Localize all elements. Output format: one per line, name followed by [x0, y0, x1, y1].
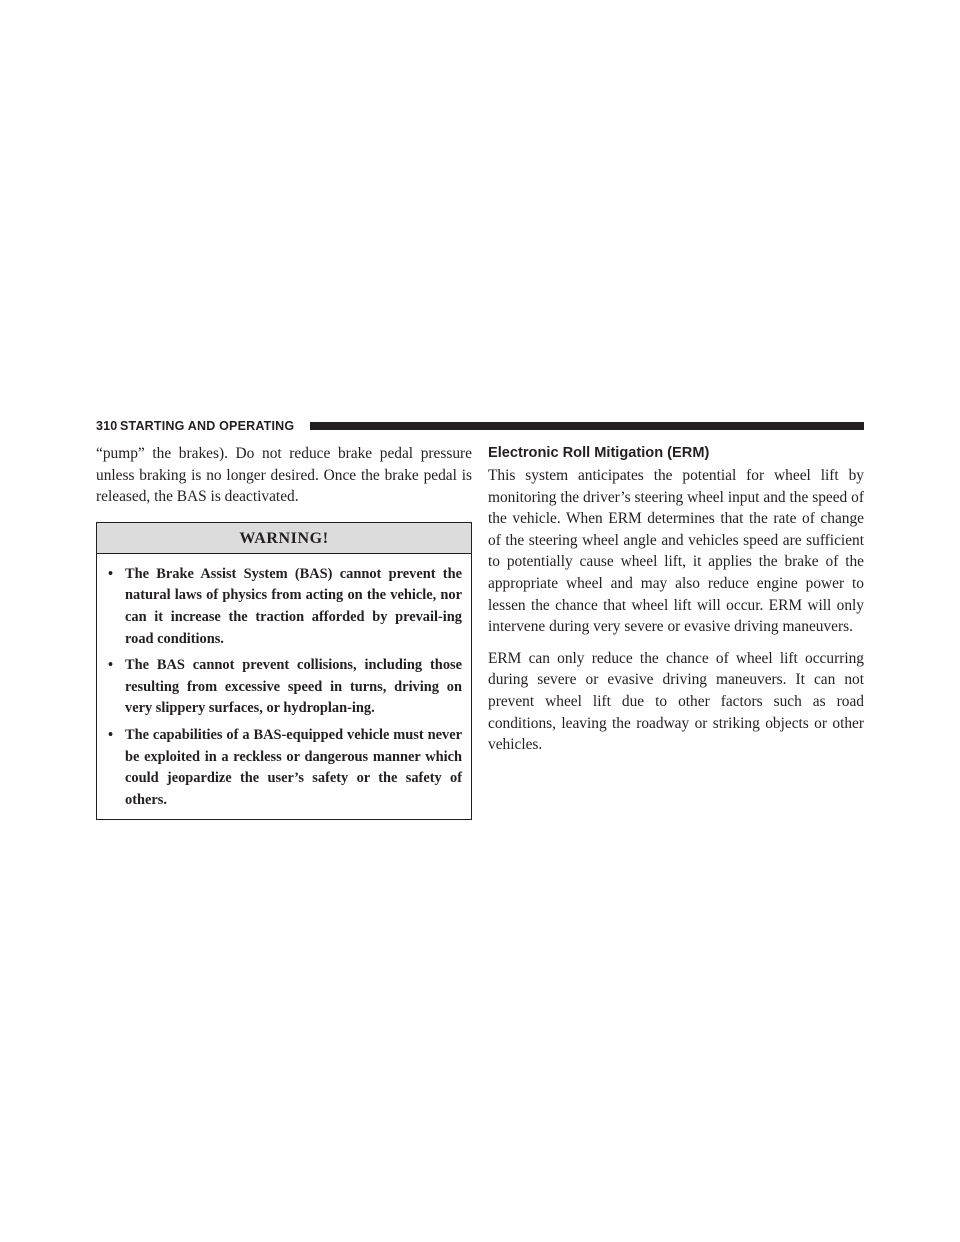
- bullet-icon: •: [108, 565, 114, 582]
- warning-list: [97, 554, 471, 820]
- section-title: STARTING AND OPERATING: [120, 419, 295, 433]
- warning-title: WARNING!: [97, 523, 471, 554]
- bullet-icon: •: [108, 657, 114, 674]
- intro-line: is released, the BAS is deactivated.: [96, 466, 472, 506]
- warning-item: [105, 655, 462, 720]
- body-paragraph: ERM can only reduce the chance of wheel lift occurring during severe or evasive driving maneuvers. It can not prevent wheel lift due to other factors such as road conditions, leaving the roadway or striking objects or other vehicles.: [488, 649, 864, 754]
- page-header: [96, 419, 864, 433]
- warning-item-text: The capabilities of a BAS-equipped vehicle must never be exploited in a reckless or dangerous manner which could jeopardize the user’s safety or the safety of others.: [125, 726, 462, 808]
- warning-box: [96, 522, 472, 821]
- intro-line: unless braking is no longer desired. Once the brake pedal: [96, 466, 457, 484]
- warning-item: [105, 725, 462, 811]
- bullet-icon: •: [108, 726, 114, 743]
- right-column: [488, 443, 864, 756]
- warning-item-text: The BAS cannot prevent collisions, including those resulting from excessive speed in turns, driving on very slippery surfaces, or hydroplan-ing.: [125, 657, 462, 717]
- warning-item: [105, 564, 462, 650]
- intro-paragraph: [96, 443, 472, 508]
- left-column: [96, 443, 472, 820]
- section-heading: Electronic Roll Mitigation (ERM): [488, 445, 710, 461]
- header-rule: [310, 422, 864, 430]
- warning-item-text: The Brake Assist System (BAS) cannot prevent the natural laws of physics from acting on the vehicle, nor can it increase the traction afforded by prevail-ing road conditions.: [125, 565, 462, 647]
- intro-line: “pump” the brakes). Do not reduce brake pedal pressure: [96, 445, 472, 462]
- body-paragraph: This system anticipates the potential for wheel lift by monitoring the driver’s steering wheel input and the speed of the vehicle. When ERM determines that the rate of change of the steering wheel angle and vehicles speed are sufficient to potentially cause wheel lift, it applies the brake of the appropriate wheel and may also reduce engine power to lessen the chance that wheel lift will occur. ERM will only intervene during very severe or evasive driving maneuvers.: [488, 467, 864, 636]
- page-number: 310: [96, 419, 118, 433]
